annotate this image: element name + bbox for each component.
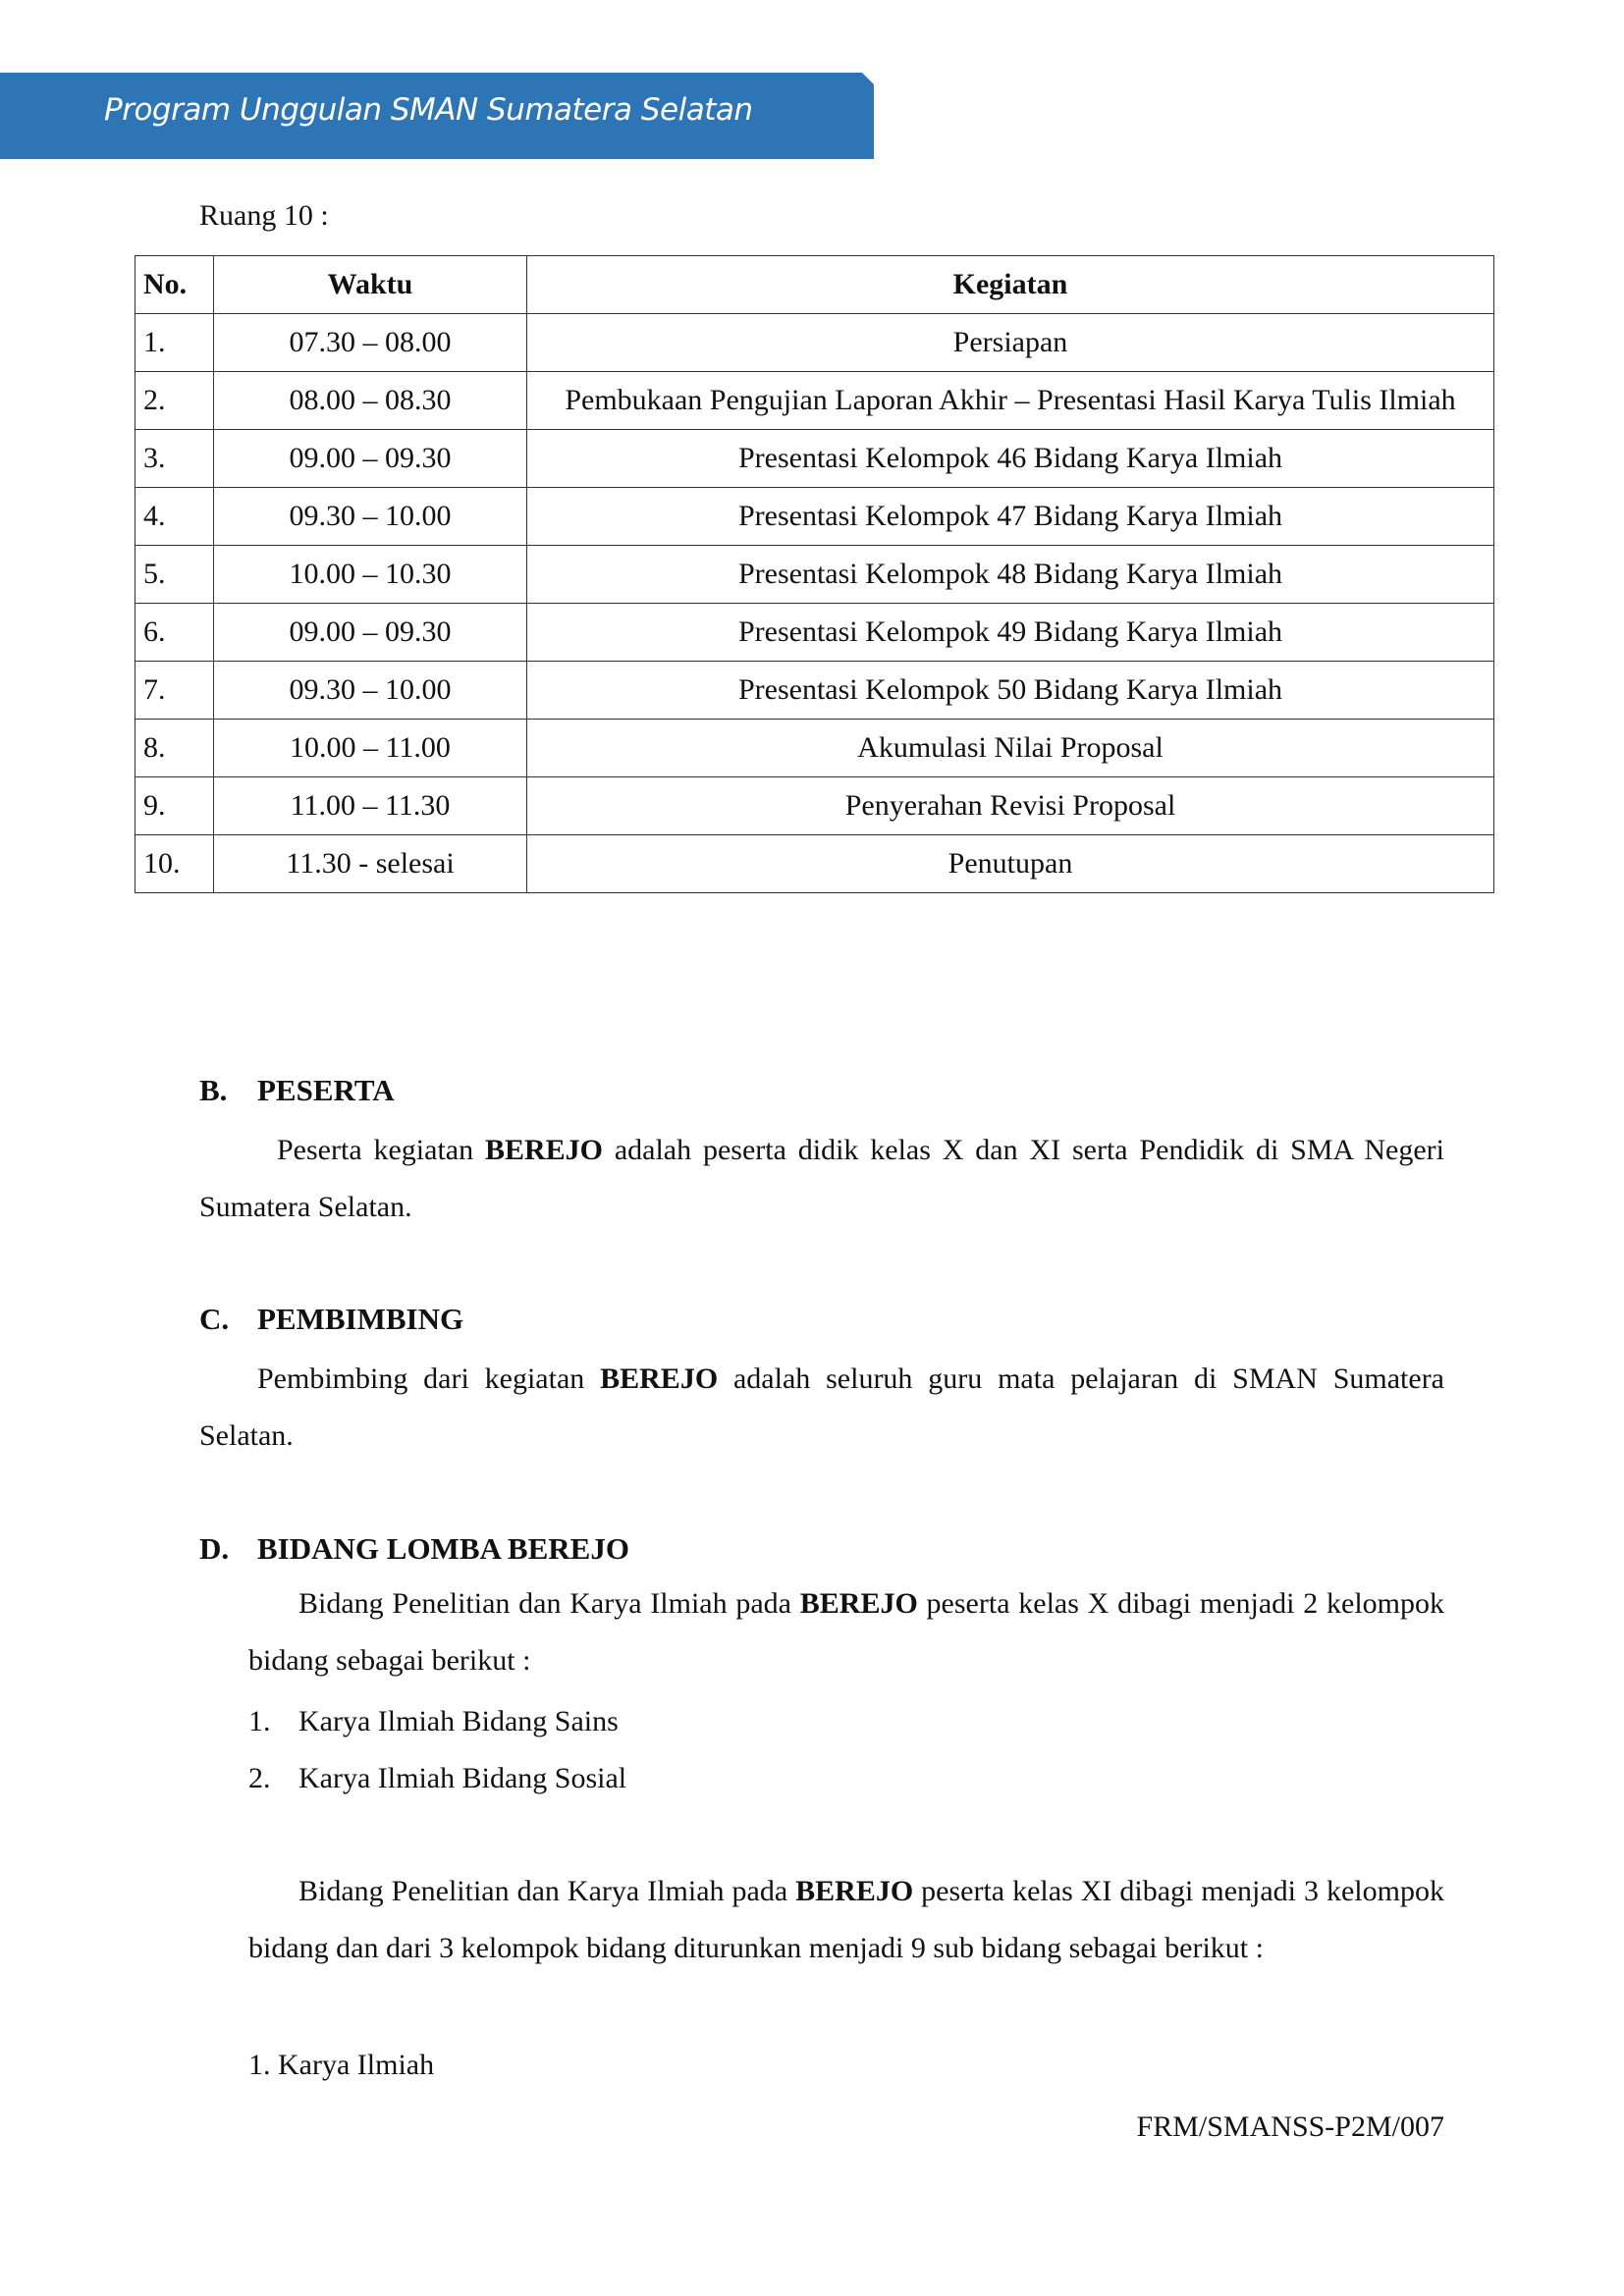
section-b-letter: B. <box>199 1073 228 1107</box>
list-item <box>248 1705 619 1738</box>
section-d-paragraph-2 <box>248 1863 1444 1977</box>
cell-waktu: 09.00 – 09.30 <box>214 430 527 488</box>
cell-no: 1. <box>135 314 214 372</box>
cell-kegiatan: Presentasi Kelompok 49 Bidang Karya Ilmiah <box>527 604 1494 662</box>
section-b-paragraph <box>199 1122 1444 1236</box>
table-row <box>135 430 1494 488</box>
section-b-bold: BEREJO <box>484 1134 603 1166</box>
cell-kegiatan: Presentasi Kelompok 47 Bidang Karya Ilmiah <box>527 488 1494 546</box>
cell-waktu: 07.30 – 08.00 <box>214 314 527 372</box>
cell-kegiatan: Pembukaan Pengujian Laporan Akhir – Presentasi Hasil Karya Tulis Ilmiah <box>527 372 1494 430</box>
cell-waktu: 09.30 – 10.00 <box>214 488 527 546</box>
table-row <box>135 546 1494 604</box>
cell-no: 2. <box>135 372 214 430</box>
table-row <box>135 372 1494 430</box>
section-d-para1-bold: BEREJO <box>799 1587 918 1620</box>
cell-kegiatan: Persiapan <box>527 314 1494 372</box>
list-item <box>248 1762 626 1795</box>
cell-no: 9. <box>135 777 214 835</box>
section-c-heading <box>199 1302 463 1337</box>
section-d-para1-pre: Bidang Penelitian dan Karya Ilmiah pada <box>298 1587 800 1620</box>
schedule-table <box>135 255 1494 893</box>
cell-waktu: 09.30 – 10.00 <box>214 662 527 720</box>
cell-kegiatan: Penutupan <box>527 835 1494 893</box>
footer-code: FRM/SMANSS-P2M/007 <box>1136 2110 1444 2143</box>
cell-waktu: 11.00 – 11.30 <box>214 777 527 835</box>
cell-waktu: 10.00 – 10.30 <box>214 546 527 604</box>
cell-no: 5. <box>135 546 214 604</box>
header-title: Program Unggulan SMAN Sumatera Selatan <box>104 92 753 128</box>
cell-waktu: 10.00 – 11.00 <box>214 720 527 777</box>
section-d-title: BIDANG LOMBA BEREJO <box>257 1531 629 1566</box>
cell-kegiatan: Presentasi Kelompok 46 Bidang Karya Ilmiah <box>527 430 1494 488</box>
section-c-text-pre: Pembimbing dari kegiatan <box>257 1362 601 1395</box>
section-d-para1-post: peserta kelas X dibagi menjadi 2 kelompok bidang sebagai berikut : <box>248 1587 1444 1677</box>
list-item-text: Karya Ilmiah Bidang Sosial <box>298 1762 627 1794</box>
cell-no: 4. <box>135 488 214 546</box>
section-c-paragraph <box>199 1351 1444 1465</box>
cell-no: 7. <box>135 662 214 720</box>
section-c-bold: BEREJO <box>600 1362 719 1395</box>
table-header-row <box>135 256 1494 314</box>
table-row <box>135 314 1494 372</box>
section-d-para2-post: peserta kelas XI dibagi menjadi 3 kelompok bidang dan dari 3 kelompok bidang diturunkan menjadi 9 sub bidang sebagai berikut : <box>248 1875 1444 1964</box>
section-d-letter: D. <box>199 1531 230 1566</box>
column-header-kegiatan: Kegiatan <box>527 256 1494 314</box>
cell-no: 8. <box>135 720 214 777</box>
table-row <box>135 777 1494 835</box>
section-d-paragraph-1 <box>248 1575 1444 1689</box>
table-row <box>135 488 1494 546</box>
section-c-letter: C. <box>199 1302 230 1336</box>
cell-no: 6. <box>135 604 214 662</box>
column-header-no: No. <box>135 256 214 314</box>
table-row <box>135 720 1494 777</box>
cell-kegiatan: Presentasi Kelompok 50 Bidang Karya Ilmiah <box>527 662 1494 720</box>
section-b-text-pre: Peserta kegiatan <box>277 1134 485 1166</box>
cell-waktu: 08.00 – 08.30 <box>214 372 527 430</box>
cell-kegiatan: Akumulasi Nilai Proposal <box>527 720 1494 777</box>
section-d-para2-bold: BEREJO <box>795 1875 914 1907</box>
list-item-text: Karya Ilmiah Bidang Sains <box>298 1705 619 1737</box>
section-b-text-post: adalah peserta didik kelas X dan XI serta Pendidik di SMA Negeri Sumatera Selatan. <box>199 1134 1444 1223</box>
table-row <box>135 662 1494 720</box>
section-d-heading <box>199 1531 629 1567</box>
table-row <box>135 835 1494 893</box>
section-c-title: PEMBIMBING <box>257 1302 464 1336</box>
list-item: 1. Karya Ilmiah <box>248 2049 435 2081</box>
cell-no: 3. <box>135 430 214 488</box>
section-d-para2-pre: Bidang Penelitian dan Karya Ilmiah pada <box>298 1875 796 1907</box>
cell-kegiatan: Penyerahan Revisi Proposal <box>527 777 1494 835</box>
cell-waktu: 11.30 - selesai <box>214 835 527 893</box>
cell-kegiatan: Presentasi Kelompok 48 Bidang Karya Ilmiah <box>527 546 1494 604</box>
table-row <box>135 604 1494 662</box>
cell-waktu: 09.00 – 09.30 <box>214 604 527 662</box>
ruang-label: Ruang 10 : <box>199 199 329 232</box>
section-b-title: PESERTA <box>257 1073 395 1107</box>
section-b-heading <box>199 1073 395 1108</box>
cell-no: 10. <box>135 835 214 893</box>
list-item-number: 1. <box>248 1705 271 1737</box>
section-c-text-post: adalah seluruh guru mata pelajaran di SMAN Sumatera Selatan. <box>199 1362 1444 1452</box>
column-header-waktu: Waktu <box>214 256 527 314</box>
list-item-number: 2. <box>248 1762 271 1794</box>
